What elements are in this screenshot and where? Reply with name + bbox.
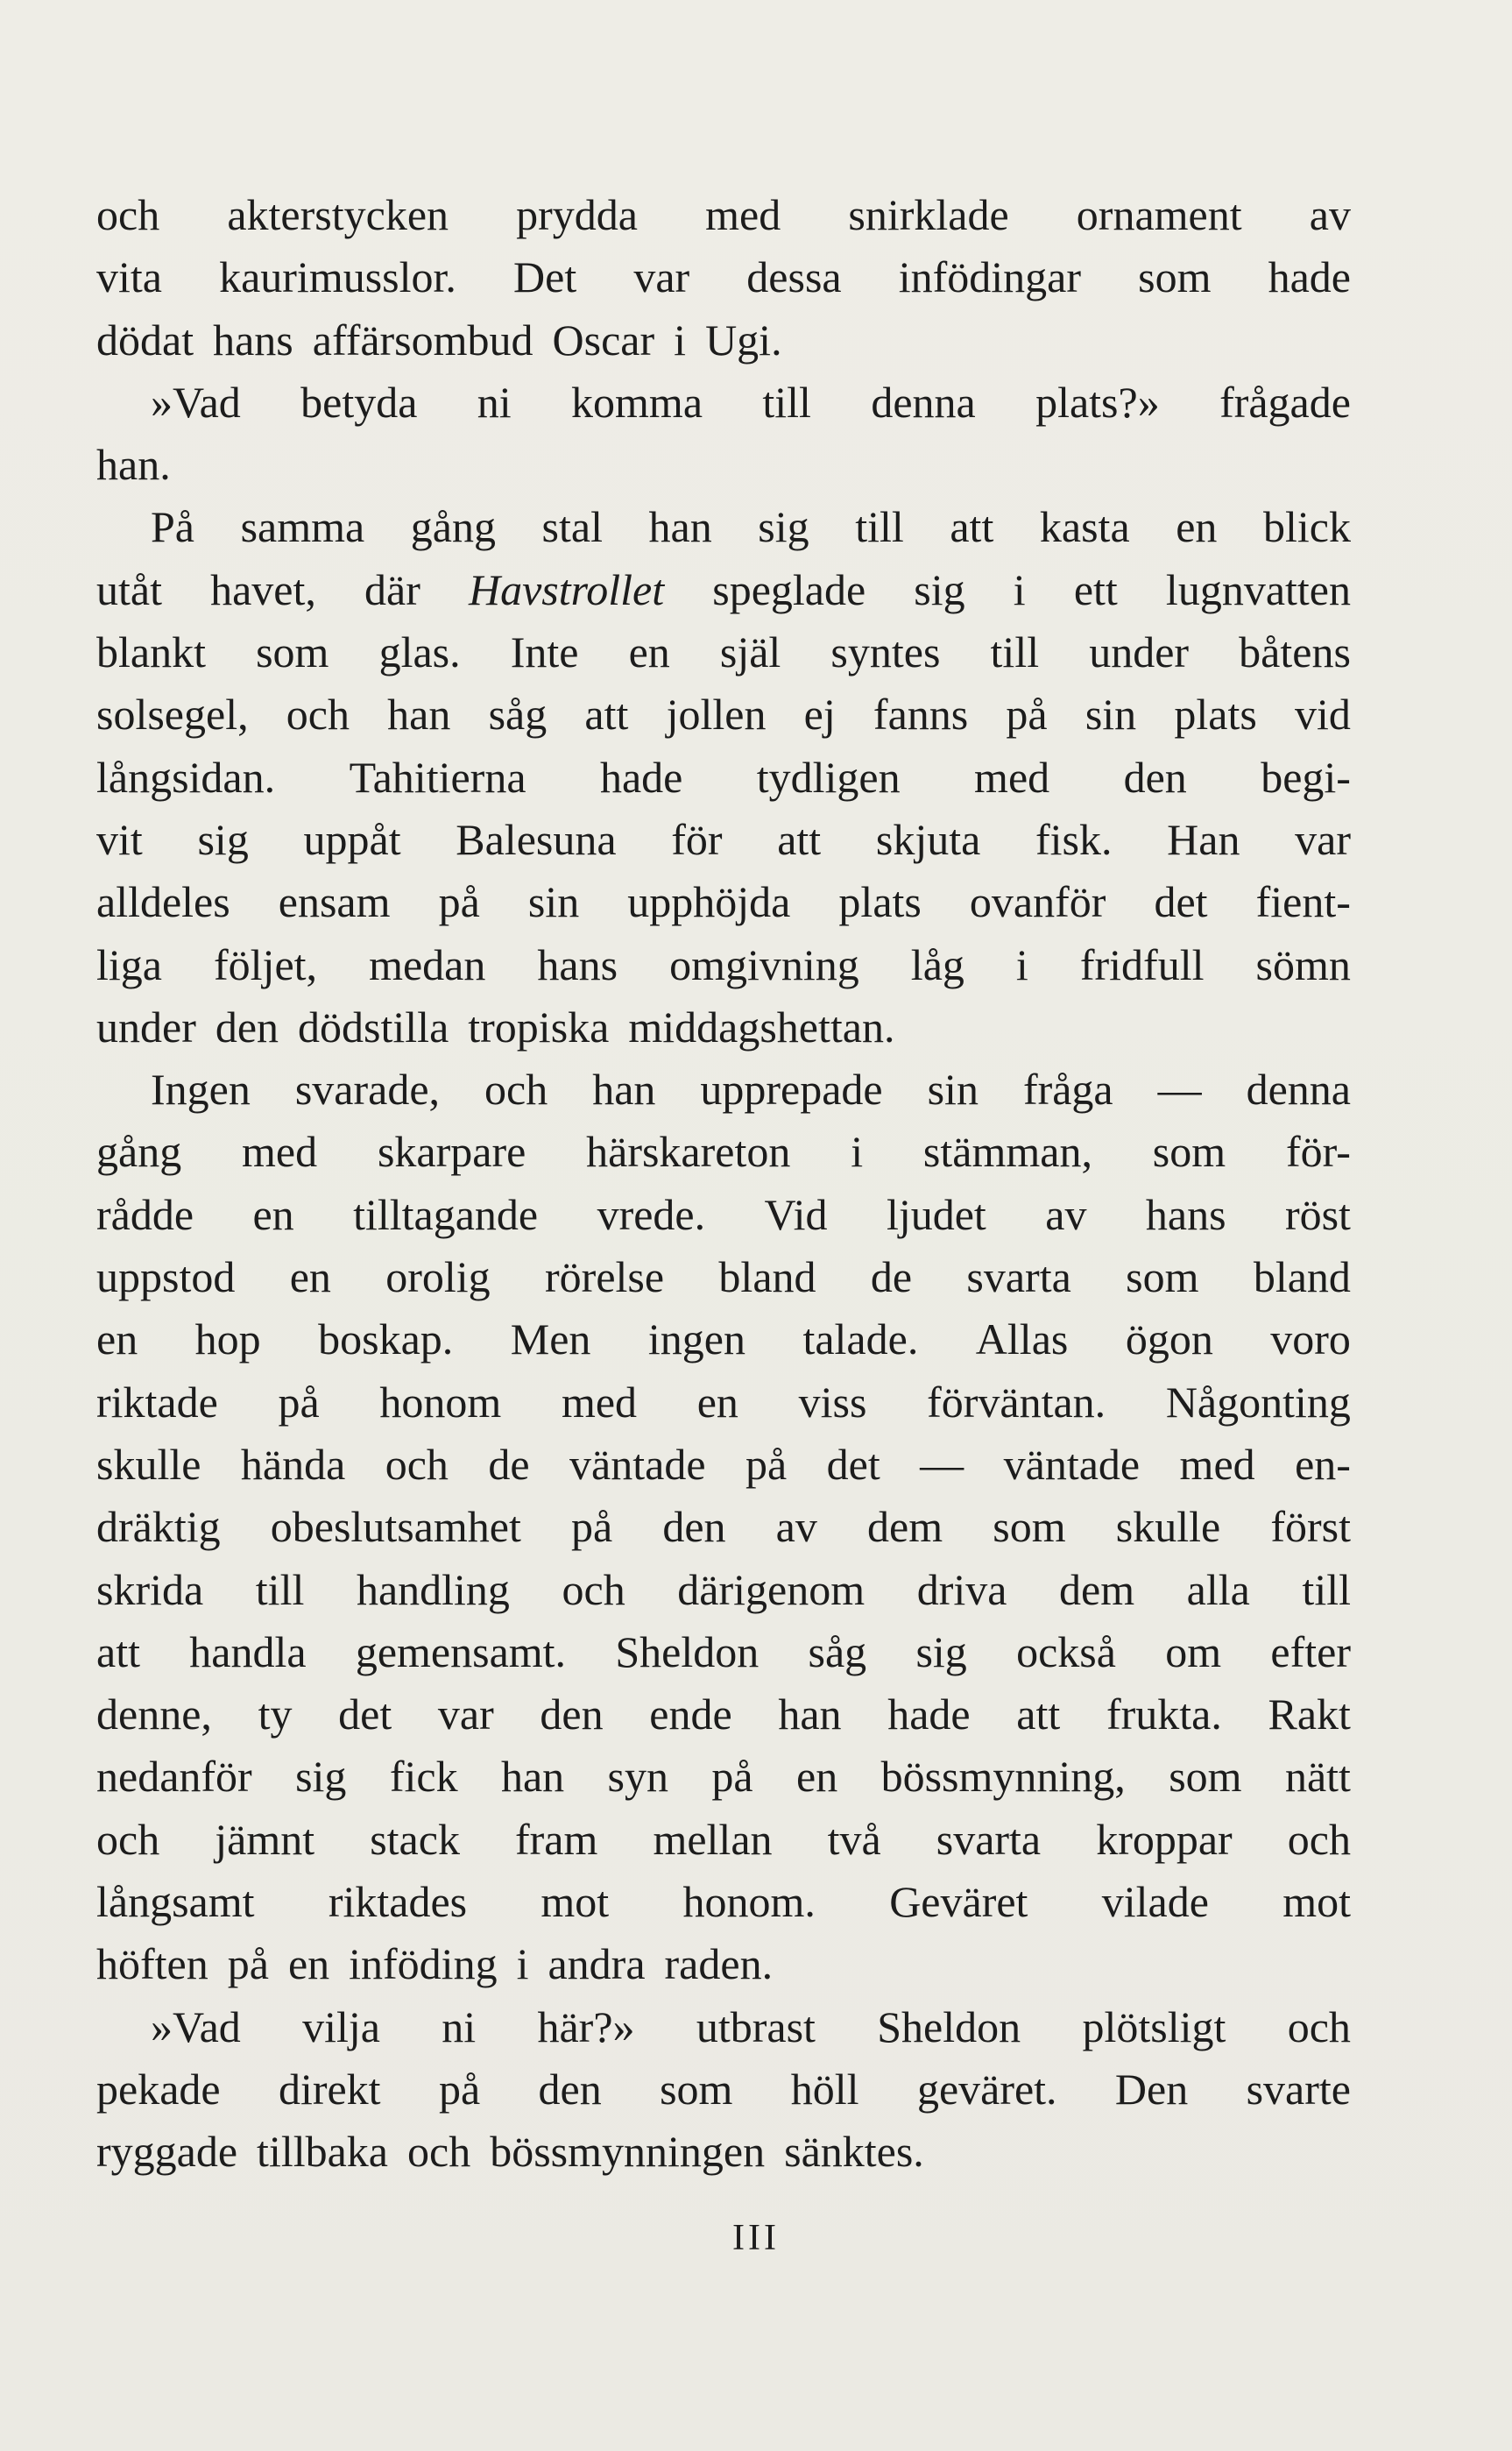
text-line: vit sig uppåt Balesuna för att skjuta fisk. Han var bbox=[96, 814, 1351, 864]
text-line: att handla gemensamt. Sheldon såg sig också om efter bbox=[96, 1626, 1351, 1676]
text-line: pekade direkt på den som höll geväret. Den svarte bbox=[96, 2064, 1351, 2114]
body-text bbox=[96, 184, 1351, 2184]
text-line: liga följet, medan hans omgivning låg i fridfull sömn bbox=[96, 939, 1351, 989]
text-line: långsamt riktades mot honom. Geväret vilade mot bbox=[96, 1877, 1351, 1927]
text-line: »Vad betyda ni komma till denna plats?» frågade bbox=[151, 377, 1351, 427]
text-line: Ingen svarade, och han upprepade sin fråga — denna bbox=[151, 1065, 1351, 1115]
text-line: denne, ty det var den ende han hade att frukta. Rakt bbox=[96, 1689, 1351, 1739]
text-line: uppstod en orolig rörelse bland de svarta som bland bbox=[96, 1252, 1351, 1302]
text-line: en hop boskap. Men ingen talade. Allas ögon voro bbox=[96, 1314, 1351, 1364]
paragraph bbox=[96, 372, 1351, 497]
text-line: och akterstycken prydda med snirklade ornament av bbox=[96, 190, 1351, 239]
text-line: alldeles ensam på sin upphöjda plats ovanför det fient- bbox=[96, 877, 1351, 927]
text-line: ryggade tillbaka och bössmynningen sänktes. bbox=[96, 2127, 924, 2177]
text-line: nedanför sig fick han syn på en bössmynning, som nätt bbox=[96, 1752, 1351, 1802]
text-line: skrida till handling och därigenom driva dem alla till bbox=[96, 1564, 1351, 1614]
text-line: rådde en tilltagande vrede. Vid ljudet av hans röst bbox=[96, 1189, 1351, 1239]
text-line: under den dödstilla tropiska middagshettan. bbox=[96, 1002, 895, 1052]
text-line: skulle hända och de väntade på det — väntade med en- bbox=[96, 1439, 1351, 1489]
text-line: blankt som glas. Inte en själ syntes till under båtens bbox=[96, 627, 1351, 677]
text-line: höften på en inföding i andra raden. bbox=[96, 1939, 774, 1989]
paragraph bbox=[96, 1059, 1351, 1995]
text-line: gång med skarpare härskareton i stämman, som för- bbox=[96, 1127, 1351, 1177]
text-line: »Vad vilja ni här?» utbrast Sheldon plötsligt och bbox=[151, 2001, 1351, 2051]
paragraph bbox=[96, 1996, 1351, 2184]
text-line: dödat hans affärsombud Oscar i Ugi. bbox=[96, 315, 782, 365]
paragraph bbox=[96, 496, 1351, 1059]
text-line: han. bbox=[96, 440, 171, 490]
paragraph bbox=[96, 184, 1351, 372]
page-number: III bbox=[732, 2218, 780, 2258]
text-line: vita kaurimusslor. Det var dessa infödingar som hade bbox=[96, 252, 1351, 302]
text-line: långsidan. Tahitierna hade tydligen med den begi- bbox=[96, 752, 1351, 802]
text-line: utåt havet, där Havstrollet speglade sig i ett lugnvatten bbox=[96, 564, 1351, 614]
text-line: dräktig obeslutsamhet på den av dem som skulle först bbox=[96, 1502, 1351, 1552]
text-line: solsegel, och han såg att jollen ej fanns på sin plats vid bbox=[96, 690, 1351, 740]
text-line: riktade på honom med en viss förväntan. Någonting bbox=[96, 1377, 1351, 1427]
text-line: och jämnt stack fram mellan två svarta kroppar och bbox=[96, 1814, 1351, 1864]
text-line: På samma gång stal han sig till att kasta en blick bbox=[151, 502, 1351, 552]
